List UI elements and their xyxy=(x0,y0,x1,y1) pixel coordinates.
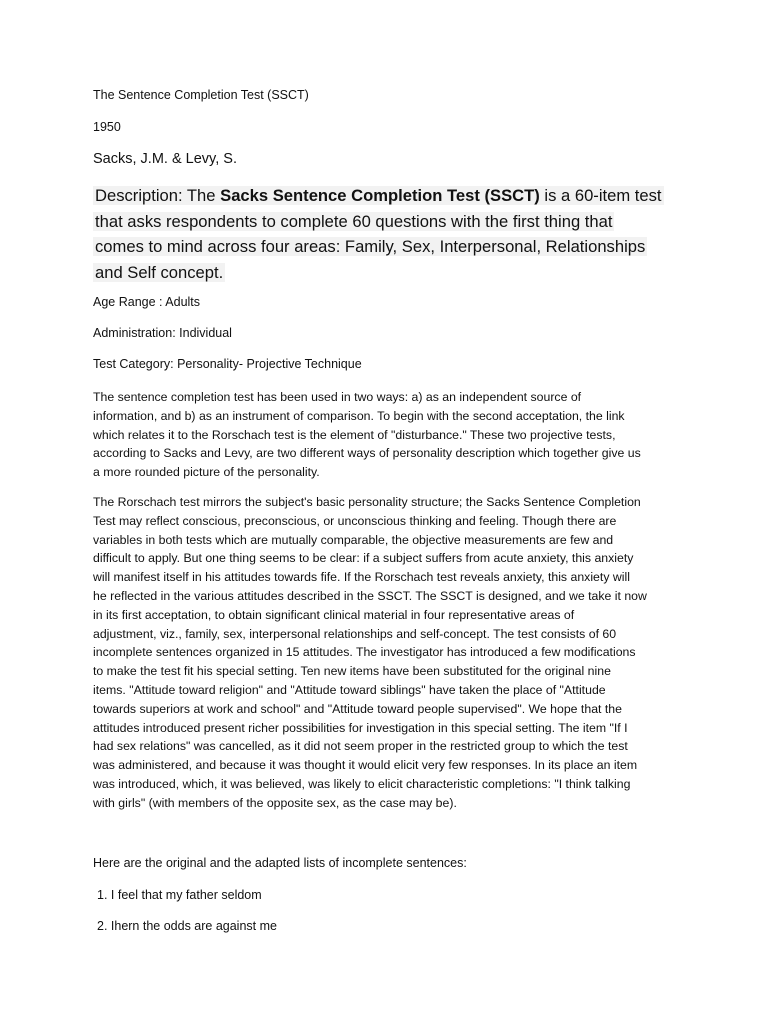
paragraph-line: to make the test fit his special setting. Ten new items have been substituted for the original nine xyxy=(93,664,611,679)
paragraph-line: had sex relations" was cancelled, as it did not seem proper in the restricted group to which the test xyxy=(93,739,628,754)
paragraph-line: adjustment, viz., family, sex, interpersonal relationships and self-concept. The test consists of 60 xyxy=(93,626,617,641)
description-line-1: is a 60-item test xyxy=(539,186,662,205)
description-block xyxy=(93,183,661,285)
description-line-2: that asks respondents to complete 60 questions with the first thing that xyxy=(95,211,613,231)
paragraph-line: according to Sacks and Levy, are two different ways of personality description which together give us xyxy=(93,446,641,461)
paragraph-line: towards superiors at work and school" and "Attitude toward people supervised". We hope that the xyxy=(93,701,622,716)
paragraph-line: items. "Attitude toward religion" and "Attitude toward siblings" have taken the place of "Attitude xyxy=(93,682,606,697)
publication-year: 1950 xyxy=(93,120,121,134)
paragraph-line: in its first acceptation, to obtain significant clinical material in four representative areas of xyxy=(93,607,575,622)
paragraph-line: will manifest itself in his attitudes towards fife. If the Rorschach test reveals anxiety, this anxiety will xyxy=(93,570,630,585)
paragraph-line: attitudes introduced present richer possibilities for investigation in this special setting. The item "If I xyxy=(93,720,628,735)
paragraph-line: incomplete sentences organized in 15 attitudes. The investigator has introduced a few modifications xyxy=(93,645,636,660)
description-line-3: comes to mind across four areas: Family, Sex, Interpersonal, Relationships xyxy=(95,237,646,256)
paragraph-line: a more rounded picture of the personality. xyxy=(93,465,320,480)
paragraph-line: difficult to apply. But one thing seems to be clear: if a subject suffers from acute anxiety, this anxiety xyxy=(93,551,634,566)
list-item: 2. Ihern the odds are against me xyxy=(97,919,277,933)
paragraph-line: information, and b) as an instrument of comparison. To begin with the second acceptation, the link xyxy=(93,408,625,423)
paragraph-line: was introduced, which, it was believed, was likely to elicit characteristic completions: "I think talking xyxy=(93,776,631,791)
description-line-4: and Self concept. xyxy=(95,262,224,282)
paragraph-line: which relates it to the Rorschach test is the element of "disturbance." These two projective tests, xyxy=(93,427,616,442)
age-range: Age Range : Adults xyxy=(93,295,201,309)
document-title: The Sentence Completion Test (SSCT) xyxy=(93,88,309,102)
paragraph-line: with girls" (with members of the opposite sex, as the case may be). xyxy=(93,795,457,810)
paragraph-line: was administered, and because it was thought it would elicit very few responses. In its place an item xyxy=(93,758,638,773)
paragraph-line: The sentence completion test has been used in two ways: a) as an independent source of xyxy=(93,390,582,404)
list-intro: Here are the original and the adapted lists of incomplete sentences: xyxy=(93,856,467,870)
paragraph-line: The Rorschach test mirrors the subject's basic personality structure; the Sacks Sentence Completion xyxy=(93,495,641,509)
paragraph-line: variables in both tests which are mutually comparable, the objective measurements are few and xyxy=(93,532,614,547)
paragraph-2 xyxy=(93,493,678,813)
authors: Sacks, J.M. & Levy, S. xyxy=(93,151,237,167)
paragraph-line: Test may reflect conscious, preconscious, or unconscious thinking and feeling. Though there are xyxy=(93,513,617,528)
administration: Administration: Individual xyxy=(93,326,232,340)
paragraph-line: he reflected in the various attitudes described in the SSCT. The SSCT is designed, and we take it now xyxy=(93,588,647,603)
test-name: Sacks Sentence Completion Test (SSCT) xyxy=(220,186,540,205)
paragraph-1 xyxy=(93,388,678,482)
description-label: Description: The xyxy=(95,186,221,205)
list-item: 1. I feel that my father seldom xyxy=(97,888,262,902)
test-category: Test Category: Personality- Projective Technique xyxy=(93,357,362,371)
